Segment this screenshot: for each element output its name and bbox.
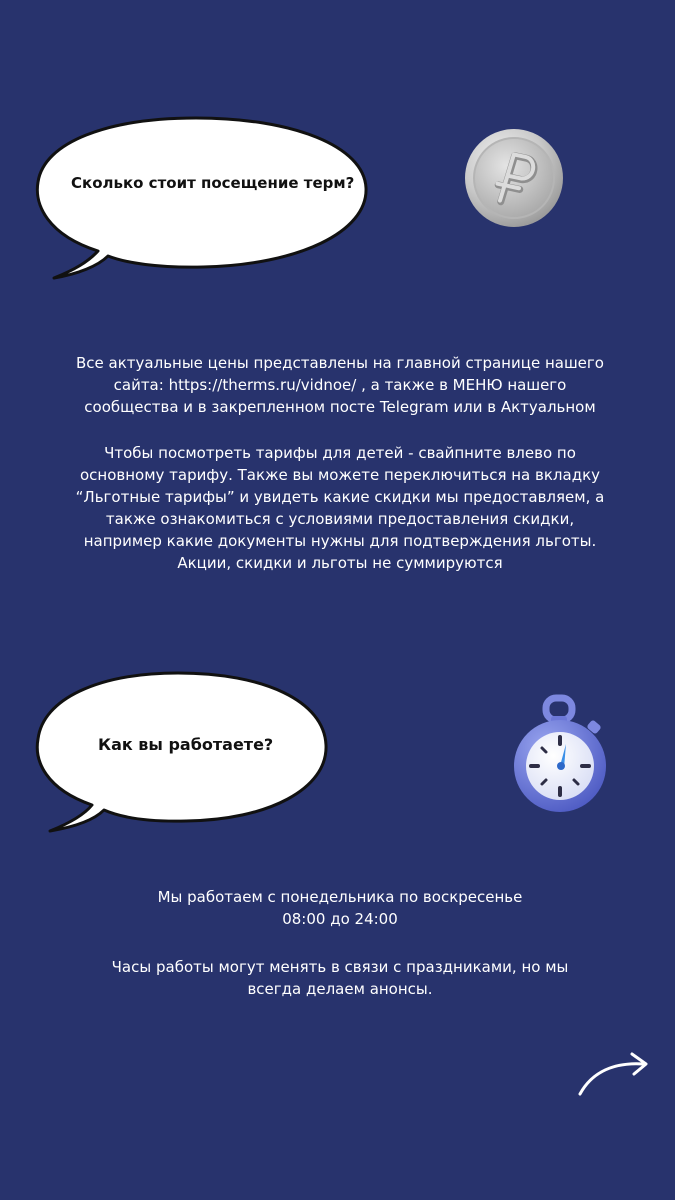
answer-line: Часы работы могут менять в связи с праздниками, но мы bbox=[111, 958, 569, 976]
question-bubble-hours bbox=[28, 665, 334, 837]
answer-line: например какие документы нужны для подтверждения льготы. bbox=[83, 532, 597, 550]
question-text: Сколько стоит посещение терм? bbox=[71, 174, 355, 192]
answer-paragraph-holidays bbox=[60, 956, 620, 1000]
answer-line: Чтобы посмотреть тарифы для детей - свайпните влево по bbox=[104, 444, 576, 462]
answer-paragraph-prices bbox=[60, 352, 620, 418]
answer-line: 08:00 до 24:00 bbox=[282, 910, 398, 928]
curved-arrow-right-icon[interactable] bbox=[574, 1050, 654, 1102]
answer-line: Мы работаем с понедельника по воскресенье bbox=[157, 888, 523, 906]
ruble-coin-icon bbox=[462, 126, 566, 230]
stopwatch-icon bbox=[506, 694, 614, 814]
answer-line: основному тарифу. Также вы можете переключиться на вкладку bbox=[79, 466, 601, 484]
answer-line: Акции, скидки и льготы не суммируются bbox=[177, 554, 503, 572]
answer-line: “Льготные тарифы” и увидеть какие скидки мы предоставляем, а bbox=[75, 488, 605, 506]
answer-line: всегда делаем анонсы. bbox=[247, 980, 433, 998]
answer-line: также ознакомиться с условиями предоставления скидки, bbox=[105, 510, 575, 528]
answer-paragraph-tariffs bbox=[60, 442, 620, 574]
question-text: Как вы работаете? bbox=[98, 735, 274, 754]
question-bubble-price bbox=[28, 110, 374, 285]
answer-line: сайта: https://therms.ru/vidnoe/ , а также в МЕНЮ нашего bbox=[113, 376, 567, 394]
answer-line: сообщества и в закрепленном посте Telegram или в Актуальном bbox=[84, 398, 596, 416]
answer-line: Все актуальные цены представлены на главной странице нашего bbox=[76, 354, 604, 372]
answer-paragraph-hours bbox=[60, 886, 620, 930]
speech-bubble-shape bbox=[28, 110, 374, 285]
